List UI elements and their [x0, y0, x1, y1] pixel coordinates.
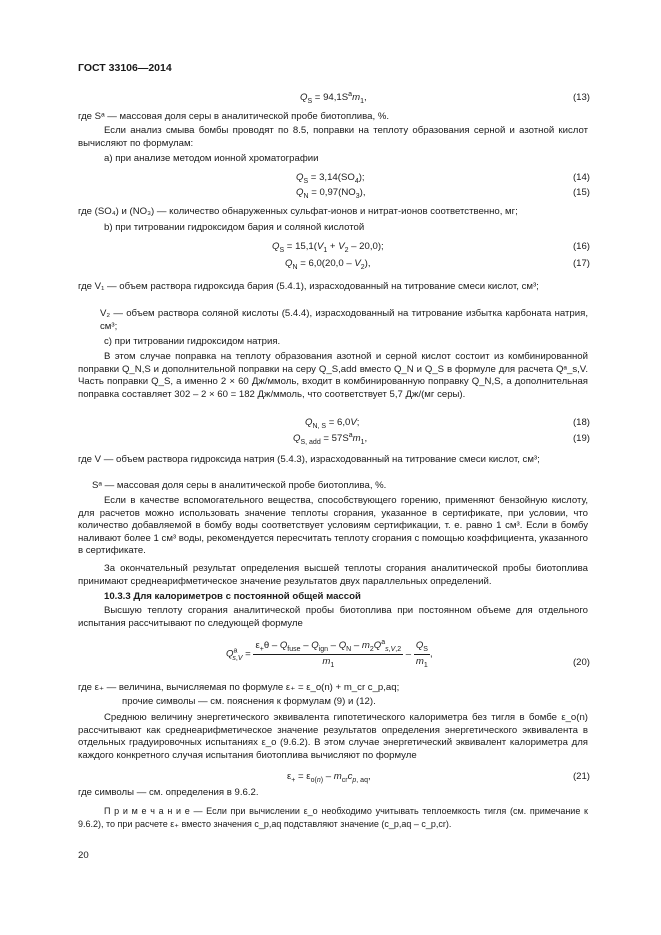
paragraph: а) при анализе методом ионной хроматографии — [104, 153, 319, 164]
paragraph: За окончательный результат определения высшей теплоты сгорания аналитической пробы биотоплива принимают среднеарифметическое значение результатов двух параллельных определений. — [78, 563, 588, 587]
paragraph: с) при титровании гидроксидом натрия. — [104, 336, 281, 347]
paragraph: V₂ — объем раствора соляной кислоты (5.4.4), израсходованный на титрование избытка карбоната натрия, см³; — [100, 308, 588, 332]
formula-20: $Q^a_{s,V}$ = $\frac{\varepsilon_+\theta - Q_{fuse} - Q_{ign} - Q_N - m_2Q^a_{s,V,2}}{m_1}$ – $\frac{Q_S}{m_1}$ , — [226, 638, 433, 669]
paragraph: Если анализ смыва бомбы проводят по 8.5, поправки на теплоту образования серной и азотной кислот вычисляют по формулам: — [78, 125, 588, 149]
formula-number-13: (13) — [572, 92, 590, 103]
page-header: ГОСТ 33106—2014 — [78, 62, 172, 74]
paragraph: где символы — см. определения в 9.6.2. — [78, 787, 259, 798]
formula-number-14: (14) — [572, 172, 590, 183]
paragraph: где V₁ — объем раствора гидроксида бария (5.4.1), израсходованный на титрование смеси кислот, см³; — [78, 281, 539, 292]
formula-19: $Q_{S, add} = 57S^am_1$, — [293, 431, 368, 446]
formula-18: $Q_{N, S} = 6,0V$; — [305, 417, 360, 430]
formula-number-15: (15) — [572, 187, 590, 198]
note — [78, 805, 588, 830]
formula-number-18: (18) — [572, 417, 590, 428]
page-number: 20 — [78, 850, 89, 861]
section-heading: 10.3.3 Для калориметров с постоянной общей массой — [104, 591, 361, 602]
formula-14: $Q_S = 3,14(SO_4)$; — [296, 172, 365, 185]
paragraph: Sᵃ — массовая доля серы в аналитической пробе биотоплива, %. — [92, 480, 387, 491]
note-text: — Если при вычислении ε_o необходимо учитывать теплоемкость тигля (см. примечание к 9.6.2), то при расчете ε₊ вместо значения c_p,aq подставляют значение (c_p,aq – c_p,cr). — [78, 806, 588, 829]
formula-17: $Q_N = 6,0(20,0 - V_2)$, — [285, 258, 371, 271]
paragraph: где V — объем раствора гидроксида натрия (5.4.3), израсходованный на титрование смеси кислот, см³; — [78, 454, 540, 465]
paragraph: Если в качестве вспомогательного вещества, способствующего горению, применяют бензойную кислоту, для расчетов можно использовать значение теплоты сгорания, указанное в сертификате, при условии, что количество добавляемой в бомбу воды соответствует условиям сертификации, т. е. равно 1 см³. Если в бомбу наливают более 1 см³ воды, рекомендуется пересчитать теплоту сгорания с помощью коэффициента, указанного в сертификате. — [78, 495, 588, 557]
paragraph: Среднюю величину энергетического эквивалента гипотетического калориметра без тигля в бомбе ε_o(n) рассчитывают как среднеарифметическое значение результатов определения энергетического эквивалента в отдельных градуировочных испытаниях ε_o (9.6.2). В этом случае энергетический эквивалент калориметра для каждого конкретного случая испытания биотоплива вычисляют по формуле — [78, 712, 588, 761]
formula-15: $Q_N = 0,97(NO_3)$, — [296, 187, 366, 200]
formula-number-20: (20) — [572, 657, 590, 668]
formula-number-21: (21) — [572, 771, 590, 782]
formula-number-16: (16) — [572, 241, 590, 252]
formula-16: $Q_S = 15,1(V_1 + V_2 - 20,0)$; — [272, 241, 384, 254]
paragraph: где (SO₄) и (NO₃) — количество обнаруженных сульфат-ионов и нитрат-ионов соответственно, мг; — [78, 206, 518, 217]
paragraph: b) при титровании гидроксидом бария и соляной кислотой — [104, 222, 365, 233]
paragraph: прочие символы — см. пояснения к формулам (9) и (12). — [122, 696, 376, 707]
note-label: П р и м е ч а н и е — [104, 806, 190, 816]
formula-number-17: (17) — [572, 258, 590, 269]
paragraph: где ε₊ — величина, вычисляемая по формуле ε₊ = ε_o(n) + m_cr c_p,aq; — [78, 682, 400, 693]
paragraph: где Sᵃ — массовая доля серы в аналитической пробе биотоплива, %. — [78, 111, 390, 122]
paragraph: Высшую теплоту сгорания аналитической пробы биотоплива при постоянном объеме для отдельного испытания рассчитывают по следующей формуле — [78, 605, 588, 629]
formula-13: $Q_S = 94,1S^am_1$, — [300, 90, 367, 105]
formula-number-19: (19) — [572, 433, 590, 444]
formula-21: $\varepsilon_+ = \varepsilon_{o(n)} - m_{cr}c_{p, aq}$, — [287, 771, 371, 784]
paragraph: В этом случае поправка на теплоту образования азотной и серной кислот состоит из комбинированной поправки Q_N,S и дополнительной поправки на серу Q_S,add вместо Q_N и Q_S в формуле для расчета Qᵃ_s,V. Часть поправки Q_S, а именно 2 × 60 Дж/ммоль, входит в комбинированную поправку Q_N,S, а дополнительная поправка составляет 302 – 2 × 60 = 182 Дж/ммоль, что соответствует 5,7 Дж/(мг серы). — [78, 351, 588, 400]
